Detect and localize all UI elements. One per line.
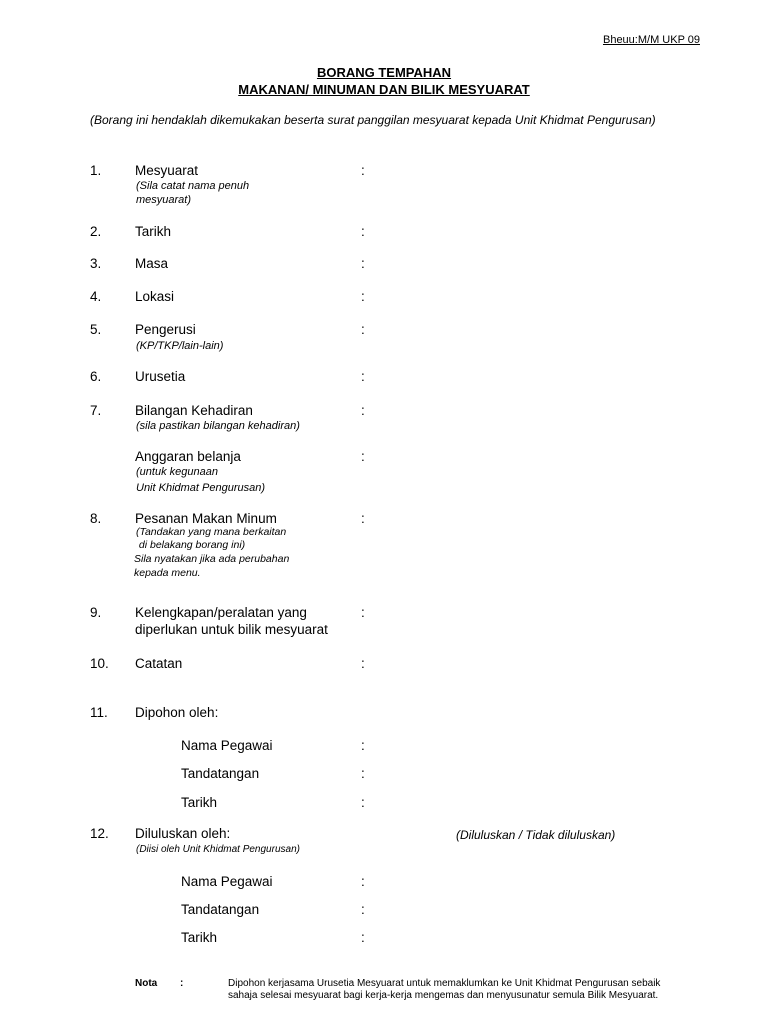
- field-colon: :: [361, 256, 365, 271]
- approver-name-label: Nama Pegawai: [181, 874, 273, 889]
- form-title: BORANG TEMPAHAN: [316, 65, 452, 80]
- field-colon: :: [361, 738, 365, 753]
- field-label-pengerusi: Pengerusi: [135, 322, 196, 337]
- item-number: 8.: [90, 511, 102, 526]
- approved-by-label: Diluluskan oleh:: [135, 826, 231, 841]
- item-number: 5.: [90, 322, 102, 337]
- field-hint: di belakang borang ini): [136, 539, 246, 551]
- note-colon: :: [180, 978, 184, 989]
- field-label-anggaran-belanja: Anggaran belanja: [135, 449, 241, 464]
- field-hint: mesyuarat): [136, 194, 192, 206]
- item-number: 6.: [90, 369, 102, 384]
- field-colon: :: [361, 874, 365, 889]
- item-number: 10.: [90, 656, 109, 671]
- applicant-signature-label: Tandatangan: [181, 766, 260, 781]
- form-reference: Bheuu:M/M UKP 09: [602, 34, 700, 46]
- form-instruction: (Borang ini hendaklah dikemukakan beserta surat panggilan mesyuarat kepada Unit Khidmat Pengurusan): [90, 113, 656, 127]
- field-hint: (KP/TKP/lain-lain): [136, 340, 224, 352]
- field-colon: :: [361, 224, 365, 239]
- field-hint: (sila pastikan bilangan kehadiran): [136, 420, 300, 432]
- field-hint: (untuk kegunaan: [136, 466, 218, 478]
- field-hint: Unit Khidmat Pengurusan): [136, 482, 266, 494]
- field-colon: :: [361, 930, 365, 945]
- field-label-kelengkapan: Kelengkapan/peralatan yang: [135, 605, 307, 620]
- applicant-name-label: Nama Pegawai: [181, 738, 273, 753]
- field-colon: :: [361, 511, 365, 526]
- item-number: 12.: [90, 826, 109, 841]
- field-colon: :: [361, 605, 365, 620]
- applied-by-label: Dipohon oleh:: [135, 705, 219, 720]
- field-colon: :: [361, 656, 365, 671]
- note-text: sahaja selesai mesyuarat bagi kerja-kerja mengemas dan menyusunatur semula Bilik Mesyuarat.: [228, 990, 659, 1001]
- field-label-catatan: Catatan: [135, 656, 183, 671]
- field-colon: :: [361, 902, 365, 917]
- item-number: 3.: [90, 256, 102, 271]
- approver-date-label: Tarikh: [181, 930, 218, 945]
- field-colon: :: [361, 369, 365, 384]
- field-label-bilangan-kehadiran: Bilangan Kehadiran: [135, 403, 253, 418]
- field-colon: :: [361, 766, 365, 781]
- field-hint: (Sila catat nama penuh: [136, 180, 250, 192]
- applicant-date-label: Tarikh: [181, 795, 218, 810]
- note-label: Nota: [135, 978, 158, 989]
- field-hint: (Diisi oleh Unit Khidmat Pengurusan): [136, 844, 300, 855]
- field-label-urusetia: Urusetia: [135, 369, 186, 384]
- item-number: 11.: [90, 705, 108, 720]
- item-number: 1.: [90, 163, 102, 178]
- field-colon: :: [361, 449, 365, 464]
- field-colon: :: [361, 795, 365, 810]
- field-label-pesanan-makan-minum: Pesanan Makan Minum: [135, 511, 277, 526]
- field-colon: :: [361, 289, 365, 304]
- item-number: 7.: [90, 403, 102, 418]
- field-colon: :: [361, 403, 365, 418]
- field-label-masa: Masa: [135, 256, 169, 271]
- field-label-mesyuarat: Mesyuarat: [135, 163, 199, 178]
- form-subtitle: MAKANAN/ MINUMAN DAN BILIK MESYUARAT: [238, 82, 530, 97]
- field-label-lokasi: Lokasi: [135, 289, 175, 304]
- item-number: 2.: [90, 224, 102, 239]
- field-hint: (Tandakan yang mana berkaitan: [136, 526, 287, 538]
- field-label-tarikh: Tarikh: [135, 224, 172, 239]
- field-hint: kepada menu.: [134, 567, 201, 579]
- approval-status: (Diluluskan / Tidak diluluskan): [456, 828, 616, 842]
- field-hint: Sila nyatakan jika ada perubahan: [134, 553, 290, 565]
- note-text: Dipohon kerjasama Urusetia Mesyuarat untuk memaklumkan ke Unit Khidmat Pengurusan sebaik: [228, 978, 661, 989]
- field-colon: :: [361, 322, 365, 337]
- approver-signature-label: Tandatangan: [181, 902, 260, 917]
- item-number: 4.: [90, 289, 102, 304]
- field-colon: :: [361, 163, 365, 178]
- field-label-kelengkapan-line2: diperlukan untuk bilik mesyuarat: [135, 622, 328, 637]
- item-number: 9.: [90, 605, 102, 620]
